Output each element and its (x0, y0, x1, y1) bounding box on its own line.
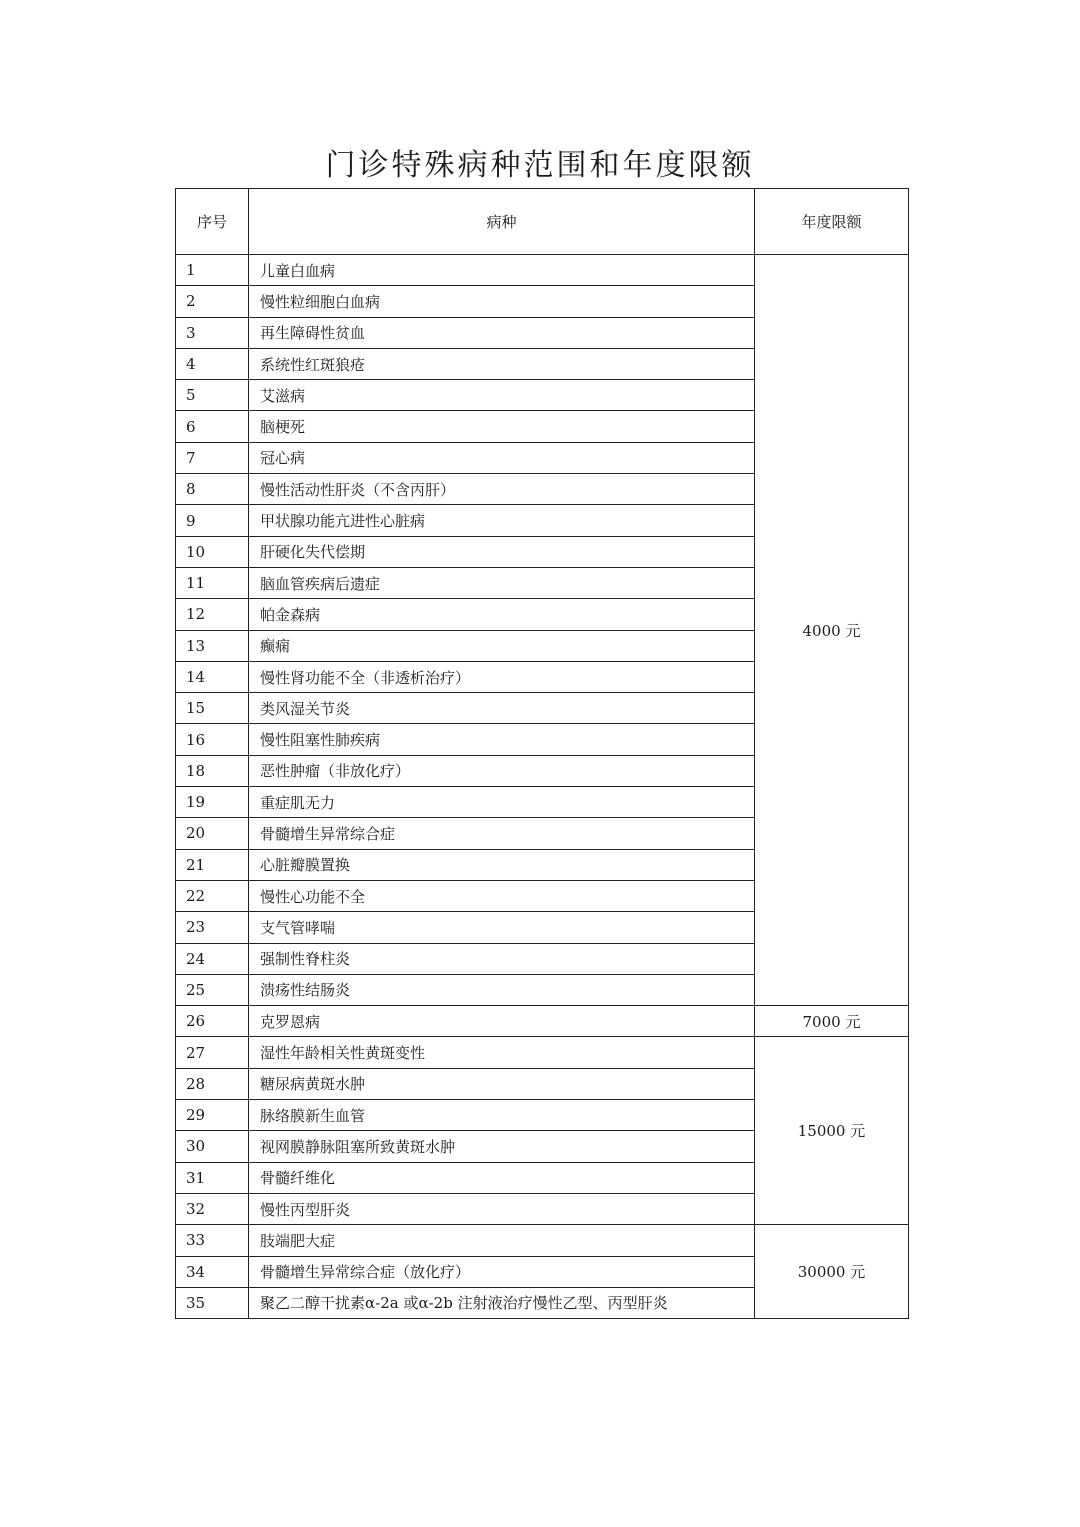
table-header-row (176, 189, 909, 255)
row-seq: 20 (176, 818, 249, 849)
row-seq: 5 (176, 380, 249, 411)
row-seq: 16 (176, 724, 249, 755)
row-disease: 脉络膜新生血管 (249, 1100, 755, 1131)
row-disease: 慢性心功能不全 (249, 880, 755, 911)
row-disease: 再生障碍性贫血 (249, 317, 755, 348)
group-annual-limit: 4000 元 (755, 255, 909, 1006)
row-disease: 强制性脊柱炎 (249, 943, 755, 974)
table-row (176, 255, 909, 286)
row-disease: 冠心病 (249, 442, 755, 473)
row-seq: 10 (176, 536, 249, 567)
row-disease: 恶性肿瘤（非放化疗） (249, 755, 755, 786)
row-disease: 肢端肥大症 (249, 1225, 755, 1256)
row-disease: 癫痫 (249, 630, 755, 661)
row-seq: 32 (176, 1193, 249, 1224)
row-seq: 29 (176, 1100, 249, 1131)
page-title: 门诊特殊病种范围和年度限额 (325, 148, 755, 183)
row-seq: 30 (176, 1131, 249, 1162)
row-seq: 25 (176, 974, 249, 1005)
row-seq: 11 (176, 567, 249, 598)
row-disease: 视网膜静脉阻塞所致黄斑水肿 (249, 1131, 755, 1162)
row-seq: 34 (176, 1256, 249, 1287)
row-disease: 溃疡性结肠炎 (249, 974, 755, 1005)
row-seq: 35 (176, 1287, 249, 1318)
row-seq: 18 (176, 755, 249, 786)
row-seq: 27 (176, 1037, 249, 1068)
row-seq: 31 (176, 1162, 249, 1193)
row-seq: 26 (176, 1006, 249, 1037)
row-seq: 2 (176, 286, 249, 317)
row-seq: 3 (176, 317, 249, 348)
row-disease: 类风湿关节炎 (249, 693, 755, 724)
disease-limit-table (175, 188, 909, 1319)
row-seq: 19 (176, 787, 249, 818)
row-seq: 8 (176, 474, 249, 505)
group-annual-limit: 7000 元 (755, 1006, 909, 1037)
row-seq: 33 (176, 1225, 249, 1256)
row-seq: 4 (176, 348, 249, 379)
row-disease: 慢性活动性肝炎（不含丙肝） (249, 474, 755, 505)
row-disease: 甲状腺功能亢进性心脏病 (249, 505, 755, 536)
row-seq: 12 (176, 599, 249, 630)
row-disease: 重症肌无力 (249, 787, 755, 818)
header-limit: 年度限额 (755, 189, 909, 255)
row-disease: 慢性阻塞性肺疾病 (249, 724, 755, 755)
group-annual-limit: 30000 元 (755, 1225, 909, 1319)
row-disease: 心脏瓣膜置换 (249, 849, 755, 880)
row-disease: 慢性肾功能不全（非透析治疗） (249, 661, 755, 692)
row-disease: 慢性丙型肝炎 (249, 1193, 755, 1224)
row-seq: 15 (176, 693, 249, 724)
row-seq: 28 (176, 1068, 249, 1099)
row-disease: 湿性年龄相关性黄斑变性 (249, 1037, 755, 1068)
row-disease: 脑血管疾病后遗症 (249, 567, 755, 598)
row-seq: 1 (176, 255, 249, 286)
row-disease: 帕金森病 (249, 599, 755, 630)
row-disease: 儿童白血病 (249, 255, 755, 286)
row-disease: 艾滋病 (249, 380, 755, 411)
row-disease: 支气管哮喘 (249, 912, 755, 943)
group-annual-limit: 15000 元 (755, 1037, 909, 1225)
row-disease: 糖尿病黄斑水肿 (249, 1068, 755, 1099)
row-disease: 脑梗死 (249, 411, 755, 442)
table-row (176, 1006, 909, 1037)
row-seq: 7 (176, 442, 249, 473)
row-disease: 聚乙二醇干扰素α-2a 或α-2b 注射液治疗慢性乙型、丙型肝炎 (249, 1287, 755, 1318)
row-disease: 骨髓增生异常综合症 (249, 818, 755, 849)
row-seq: 6 (176, 411, 249, 442)
table-body (176, 255, 909, 1319)
row-disease: 系统性红斑狼疮 (249, 348, 755, 379)
table-row (176, 1225, 909, 1256)
row-seq: 21 (176, 849, 249, 880)
row-disease: 骨髓纤维化 (249, 1162, 755, 1193)
row-seq: 23 (176, 912, 249, 943)
row-seq: 14 (176, 661, 249, 692)
row-seq: 13 (176, 630, 249, 661)
header-disease: 病种 (249, 189, 755, 255)
row-disease: 骨髓增生异常综合症（放化疗） (249, 1256, 755, 1287)
row-seq: 22 (176, 880, 249, 911)
row-disease: 慢性粒细胞白血病 (249, 286, 755, 317)
row-disease: 肝硬化失代偿期 (249, 536, 755, 567)
header-seq: 序号 (176, 189, 249, 255)
row-seq: 9 (176, 505, 249, 536)
table-row (176, 1037, 909, 1068)
row-disease: 克罗恩病 (249, 1006, 755, 1037)
row-seq: 24 (176, 943, 249, 974)
